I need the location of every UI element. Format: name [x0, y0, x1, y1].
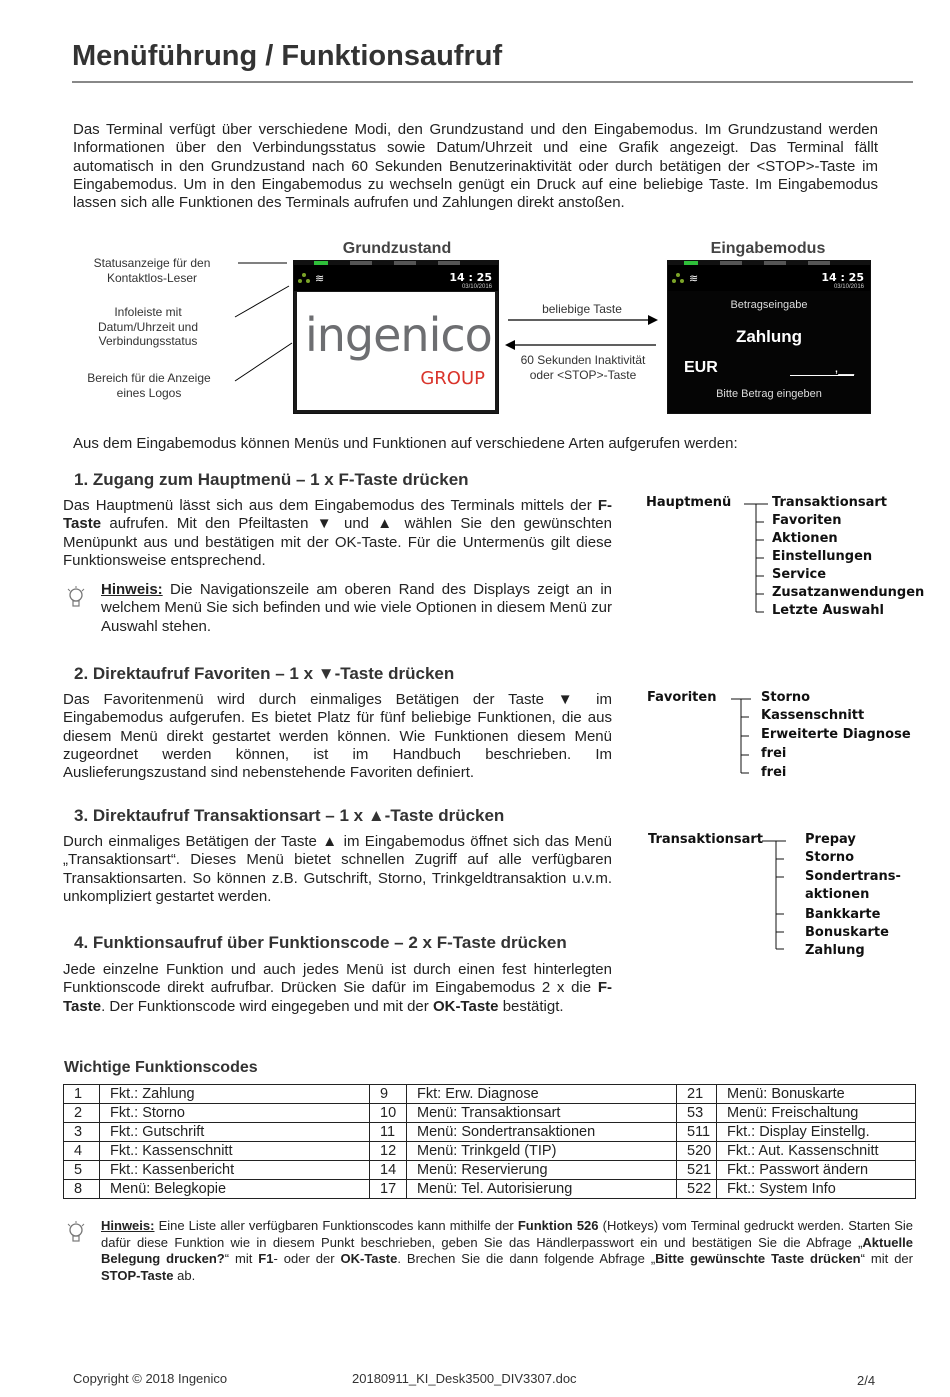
lightbulb-icon [66, 1220, 86, 1248]
menu-item: Letzte Auswahl [772, 603, 884, 618]
arrow-label-back: 60 Sekunden Inaktivität oder <STOP>-Taste [520, 353, 646, 382]
code-function-cell: Menü: Bonuskarte [717, 1085, 916, 1104]
screen-time: 14 : 25 [449, 271, 492, 284]
code-function-cell: Menü: Reservierung [407, 1161, 677, 1180]
table-row [64, 1142, 916, 1161]
section-1-heading: 1. Zugang zum Hauptmenü – 1 x F-Taste drücken [74, 470, 469, 489]
code-number-cell: 8 [64, 1180, 100, 1199]
section-2-heading: 2. Direktaufruf Favoriten – 1 x ▼-Taste drücken [74, 664, 455, 683]
table-row [64, 1104, 916, 1123]
menu-tree-lines [729, 690, 761, 780]
hint-bold: Bitte gewünschte Taste drücken [655, 1251, 861, 1267]
menu-item: Bonuskarte [805, 925, 889, 940]
screen-time: 14 : 25 [821, 271, 864, 284]
screen-date: 03/10/2016 [461, 284, 492, 290]
menu-item: Storno [805, 850, 855, 865]
section-4-text-b: . Der Funktionscode wird eingegeben und mit der [101, 997, 429, 1015]
eingabemodus-label: Eingabemodus [710, 240, 826, 257]
code-number-cell: 3 [64, 1123, 100, 1142]
hint-bold: Funktion 526 [517, 1218, 599, 1233]
menu-item: Einstellungen [772, 549, 873, 564]
menu-item: Bankkarte [805, 907, 881, 922]
menu-tree-lines [742, 495, 774, 620]
section-4-text-a: Jede einzelne Funktion und auch jedes Menü ist durch einen fest hinterlegten Funktionscode direkt aufrufbar. Drücken Sie dafür im Eingabemodus 2 x die [63, 961, 612, 997]
bottom-hint [101, 1218, 913, 1284]
annotation-logo-area: Bereich für die Anzeige eines Logos [87, 371, 211, 400]
footer-copyright: Copyright © 2018 Ingenico [73, 1371, 228, 1386]
code-function-cell: Fkt.: System Info [717, 1180, 916, 1199]
section-2-text: Das Favoritenmenü wird durch einmaliges Betätigen der Taste ▼ im Eingabemodus aufgerufen. Es bietet Platz für fünf beliebige Funktionen, die aus diesem Menü direkt gestartet werden können. Wie Funktionen diesem Menü zugeordnet werden können, ist im Handbuch beschrieben. Im Auslieferungszustand sind nebenstehende Favoriten definiert. [63, 691, 612, 782]
code-function-cell: Menü: Trinkgeld (TIP) [407, 1142, 677, 1161]
menu-item: Storno [761, 690, 811, 705]
menu-item: frei [761, 765, 787, 780]
section-1-ftaste: F-Taste [63, 497, 613, 533]
connection-dots-icon [298, 273, 310, 285]
menu-item: Zahlung [805, 943, 865, 958]
menu-item: Service [772, 567, 827, 582]
menu-item: Prepay [805, 832, 856, 847]
annotation-status: Statusanzeige für den Kontaktlos-Leser [93, 256, 211, 285]
input-currency: EUR [684, 359, 718, 376]
hint-text: Die Navigationszeile am oberen Rand des Displays zeigt an in welchem Menü Sie sich befinden und wie viele Optionen in diesem Menü zur Auswahl stehen. [101, 581, 612, 635]
code-function-cell: Fkt.: Display Einstellg. [717, 1123, 916, 1142]
code-function-cell: Fkt.: Passwort ändern [717, 1161, 916, 1180]
hint-text: ab. [177, 1267, 196, 1283]
code-number-cell: 1 [64, 1085, 100, 1104]
wifi-icon: ≋ [689, 273, 699, 285]
section-4-text [63, 961, 612, 1016]
wifi-icon: ≋ [315, 273, 325, 285]
section-1-text-b: aufrufen. Mit den Pfeiltasten ▼ und ▲ wählen Sie den gewünschten Menüpunkt aus und bestätigen mit der OK-Taste. Für die Untermenüs gilt diese Funktionsweise entsprechend. [63, 515, 612, 569]
menu-root: Favoriten [647, 690, 717, 705]
code-function-cell: Menü: Transaktionsart [407, 1104, 677, 1123]
section-4-text-c: bestätigt. [502, 997, 564, 1015]
section-1-text-a: Das Hauptmenü lässt sich aus dem Eingabemodus des Terminals mittels der [63, 497, 592, 514]
input-amount: ,__ [790, 359, 854, 376]
annotation-infobar: Infoleiste mit Datum/Uhrzeit und Verbindungsstatus [97, 305, 199, 348]
code-number-cell: 5 [64, 1161, 100, 1180]
logo-area [297, 292, 495, 410]
section-4-heading: 4. Funktionsaufruf über Funktionscode – 2 x F-Taste drücken [74, 933, 567, 952]
hint-label: Hinweis: [101, 1218, 155, 1233]
section-3-text: Durch einmaliges Betätigen der Taste ▲ im Eingabemodus öffnet sich das Menü „Transaktionsart“. Dieses Menü bietet schnellen Zugriff auf alle verfügbaren Transaktionsarten. So können z.B. Gutschrift, Storno, Trinkgeldtransaktion u.v.m. unkompliziert gestartet werden. [63, 833, 612, 905]
ingenico-group-logo: GROUP [420, 368, 485, 389]
menu-item: Erweiterte Diagnose [761, 727, 911, 742]
footer-filename: 20180911_KI_Desk3500_DIV3307.doc [352, 1371, 577, 1386]
code-function-cell: Menü: Belegkopie [100, 1180, 370, 1199]
menu-item: frei [761, 746, 787, 761]
menu-item: Sondertrans- [805, 869, 901, 884]
table-row [64, 1123, 916, 1142]
hint-text: Eine Liste aller verfügbaren Funktionscodes kann mithilfe der [158, 1218, 514, 1233]
hint-text: . Brechen Sie die dann folgende Abfrage „ [397, 1251, 656, 1267]
code-function-cell: Fkt: Erw. Diagnose [407, 1085, 677, 1104]
hint-label: Hinweis: [101, 581, 163, 598]
code-number-cell: 4 [64, 1142, 100, 1161]
grundzustand-screen [293, 260, 499, 414]
menu-item: Kassenschnitt [761, 708, 865, 723]
menu-item: Zusatzanwendungen [772, 585, 925, 600]
hint-text: “ mit [224, 1251, 253, 1267]
menu-tree-lines [760, 832, 796, 957]
section-4-ftaste: F-Taste [63, 979, 612, 1015]
hint-bold: OK-Taste [340, 1251, 398, 1267]
intro-paragraph: Das Terminal verfügt über verschiedene Modi, den Grundzustand und den Eingabemodus. Im Grundzustand werden Informationen über den Verbindungsstatus sowie Datum/Uhrzeit und eine Grafik angezeigt. Das Terminal fällt automatisch in den Grundzustand nach 60 Sekunden Benutzerinaktivität oder durch betätigen der <STOP>-Taste im Eingabemodus. Um in den Eingabemodus zu wechseln genügt ein Druck auf eine beliebige Taste. Im Eingabemodus lassen sich alle Funktionen des Terminals aufrufen und Zahlungen direkt anstoßen. [73, 121, 878, 212]
code-function-cell: Menü: Tel. Autorisierung [407, 1180, 677, 1199]
section-3-heading: 3. Direktaufruf Transaktionsart – 1 x ▲-Taste drücken [74, 806, 505, 825]
codes-title: Wichtige Funktionscodes [64, 1059, 258, 1076]
code-number-cell: 522 [677, 1180, 717, 1199]
code-number-cell: 21 [677, 1085, 717, 1104]
input-header: Betragseingabe [730, 299, 808, 311]
code-number-cell: 2 [64, 1104, 100, 1123]
hint-text: (Hotkeys) vom Terminal gedruckt werden. Starten Sie dafür diese Funktion wie in diesem Punkt beschrieben, geben Sie das Händlerpasswort ein und bestätigen Sie die Abfrage „ [101, 1218, 913, 1250]
table-row [64, 1180, 916, 1199]
code-number-cell: 53 [677, 1104, 717, 1123]
code-function-cell: Fkt.: Storno [100, 1104, 370, 1123]
section-1-hint [101, 581, 612, 636]
eingabemodus-screen [667, 260, 871, 414]
code-function-cell: Fkt.: Gutschrift [100, 1123, 370, 1142]
page-title: Menüführung / Funktionsaufruf [72, 40, 503, 72]
code-function-cell: Fkt.: Kassenschnitt [100, 1142, 370, 1161]
hint-bold: Aktuelle Belegung drucken? [101, 1234, 913, 1267]
input-hint: Bitte Betrag eingeben [716, 388, 822, 400]
hint-bold: F1 [258, 1251, 274, 1267]
function-codes-table [63, 1084, 916, 1199]
code-number-cell: 9 [370, 1085, 407, 1104]
code-number-cell: 521 [677, 1161, 717, 1180]
code-function-cell: Fkt.: Zahlung [100, 1085, 370, 1104]
code-number-cell: 10 [370, 1104, 407, 1123]
code-number-cell: 520 [677, 1142, 717, 1161]
section-1-text [63, 497, 612, 570]
section-4-oktaste: OK-Taste [432, 997, 499, 1015]
code-number-cell: 17 [370, 1180, 407, 1199]
menu-item: aktionen [805, 887, 870, 902]
hint-text: “ mit der [860, 1251, 913, 1267]
code-number-cell: 11 [370, 1123, 407, 1142]
menu-item: Favoriten [772, 513, 842, 528]
code-function-cell: Menü: Freischaltung [717, 1104, 916, 1123]
code-function-cell: Fkt.: Kassenbericht [100, 1161, 370, 1180]
code-function-cell: Menü: Sondertransaktionen [407, 1123, 677, 1142]
table-row [64, 1085, 916, 1104]
footer-page-number: 2/4 [857, 1373, 876, 1388]
lightbulb-icon [66, 585, 86, 613]
ingenico-logo: ingenico [305, 308, 492, 362]
arrow-label-forward: beliebige Taste [542, 302, 622, 316]
input-title: Zahlung [735, 327, 803, 346]
hint-text: - oder der [273, 1251, 335, 1267]
table-row [64, 1161, 916, 1180]
menu-root: Transaktionsart [648, 832, 764, 847]
menu-item: Transaktionsart [772, 495, 888, 510]
code-number-cell: 14 [370, 1161, 407, 1180]
info-bar [294, 265, 498, 291]
grundzustand-label: Grundzustand [342, 240, 452, 257]
hint-bold: STOP-Taste [101, 1267, 174, 1283]
code-number-cell: 511 [677, 1123, 717, 1142]
code-function-cell: Fkt.: Aut. Kassenschnitt [717, 1142, 916, 1161]
code-number-cell: 12 [370, 1142, 407, 1161]
menu-item: Aktionen [772, 531, 838, 546]
connection-dots-icon [672, 273, 684, 285]
screen-date: 03/10/2016 [833, 284, 864, 290]
menu-root: Hauptmenü [646, 495, 732, 510]
lead-paragraph: Aus dem Eingabemodus können Menüs und Funktionen auf verschiedene Arten aufgerufen werden: [73, 435, 738, 452]
